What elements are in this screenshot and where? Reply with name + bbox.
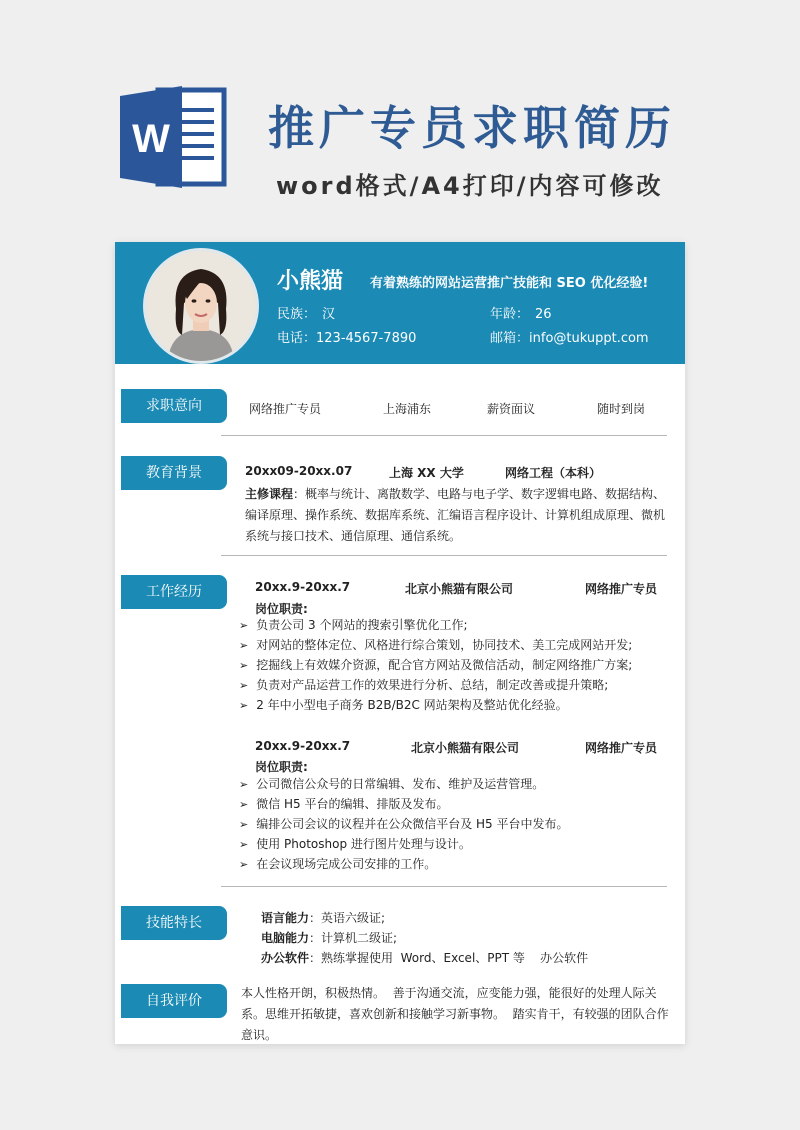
job-company: 北京小熊猫有限公司 [411,741,520,755]
promo-banner [0,0,800,240]
section-divider [221,435,667,436]
list-item: ➢ 挖掘线上有效媒介资源，配合官方网站及微信活动，制定网络推广方案; [239,655,632,675]
avatar [143,248,259,364]
section-label-education: 教育背景 [121,456,227,490]
intent-salary: 薪资面议 [487,402,536,416]
resume-header [115,242,685,364]
list-item: ➢ 微信 H5 平台的编辑、排版及发布。 [239,794,569,814]
intent-location: 上海浦东 [383,402,432,416]
section-label-skills: 技能特长 [121,906,227,940]
education-school: 上海 XX 大学 [389,466,464,480]
section-label-work: 工作经历 [121,575,227,609]
education-period: 20xx09-20xx.07 [245,464,353,478]
skill-computer [261,929,397,946]
list-item: ➢ 在会议现场完成公司安排的工作。 [239,854,569,874]
ethnicity-value: 汉 [322,307,336,322]
list-item: ➢ 编排公司会议的议程并在公众微信平台及 H5 平台中发布。 [239,814,569,834]
section-divider [221,555,667,556]
ethnicity-label: 民族： [277,307,317,322]
education-courses [245,484,669,547]
skill-key: 办公软件 [261,951,310,965]
courses-label: 主修课程 [245,487,294,501]
phone-value: 123-4567-7890 [316,331,417,346]
job-duty-label: 岗位职责: [255,760,308,774]
email-label: 邮箱： [490,331,530,346]
intent-position: 网络推广专员 [249,402,322,416]
resume-page [115,242,685,1044]
list-item: ➢ 2 年中小型电子商务 B2B/B2C 网站架构及整站优化经验。 [239,695,632,715]
job-company: 北京小熊猫有限公司 [405,582,514,596]
self-evaluation-text: 本人性格开朗，积极热情。 善于沟通交流，应变能力强，能很好的处理人际关系。思维开拓敏捷，喜欢创新和接触学习新事物。 踏实肯干，有较强的团队合作意识。 [241,986,669,1042]
age-row [490,303,552,322]
ethnicity-row [277,303,335,322]
phone-row [277,327,416,346]
skill-key: 电脑能力 [261,931,310,945]
job-duties [239,774,569,874]
job-period: 20xx.9-20xx.7 [255,580,351,594]
list-item: ➢ 负责公司 3 个网站的搜索引擎优化工作; [239,615,632,635]
job-title: 网络推广专员 [585,582,658,596]
skill-language [261,909,385,926]
section-divider [221,886,667,887]
skill-value: ：熟练掌握使用 Word、Excel、PPT 等 办公软件 [309,951,589,965]
job-duty-label: 岗位职责: [255,602,308,616]
skill-key: 语言能力 [261,911,310,925]
skill-value: ：英语六级证; [309,911,386,925]
word-doc-icon [120,82,230,192]
list-item: ➢ 负责对产品运营工作的效果进行分析、总结，制定改善或提升策略; [239,675,632,695]
section-label-intent: 求职意向 [121,389,227,423]
candidate-name: 小熊猫 [277,269,344,294]
word-logo-letter: W [132,117,170,161]
section-label-self: 自我评价 [121,984,227,1018]
phone-label: 电话： [277,331,317,346]
job-title: 网络推广专员 [585,741,658,755]
promo-title: 推广专员求职简历 [268,101,676,155]
skill-office [261,949,588,966]
courses-text: ：概率与统计、离散数学、电路与电子学、数字逻辑电路、数据结构、编译原理、操作系统、数据库系统、汇编语言程序设计、计算机组成原理、微机系统与接口技术、通信原理、通信系统。 [245,487,666,543]
promo-subtitle: word格式/A4打印/内容可修改 [276,172,664,200]
candidate-slogan: 有着熟练的网站运营推广技能和 SEO 优化经验! [370,276,649,291]
list-item: ➢ 使用 Photoshop 进行图片处理与设计。 [239,834,569,854]
job-duties [239,615,632,715]
list-item: ➢ 公司微信公众号的日常编辑、发布、维护及运营管理。 [239,774,569,794]
list-item: ➢ 对网站的整体定位、风格进行综合策划，协同技术、美工完成网站开发; [239,635,632,655]
email-row [490,327,649,346]
education-major: 网络工程（本科） [505,466,602,480]
skill-value: ：计算机二级证; [309,931,398,945]
age-value: 26 [535,307,552,322]
job-period: 20xx.9-20xx.7 [255,739,351,753]
intent-availability: 随时到岗 [597,402,646,416]
email-value: info@tukuppt.com [529,331,649,346]
age-label: 年龄： [490,307,530,322]
